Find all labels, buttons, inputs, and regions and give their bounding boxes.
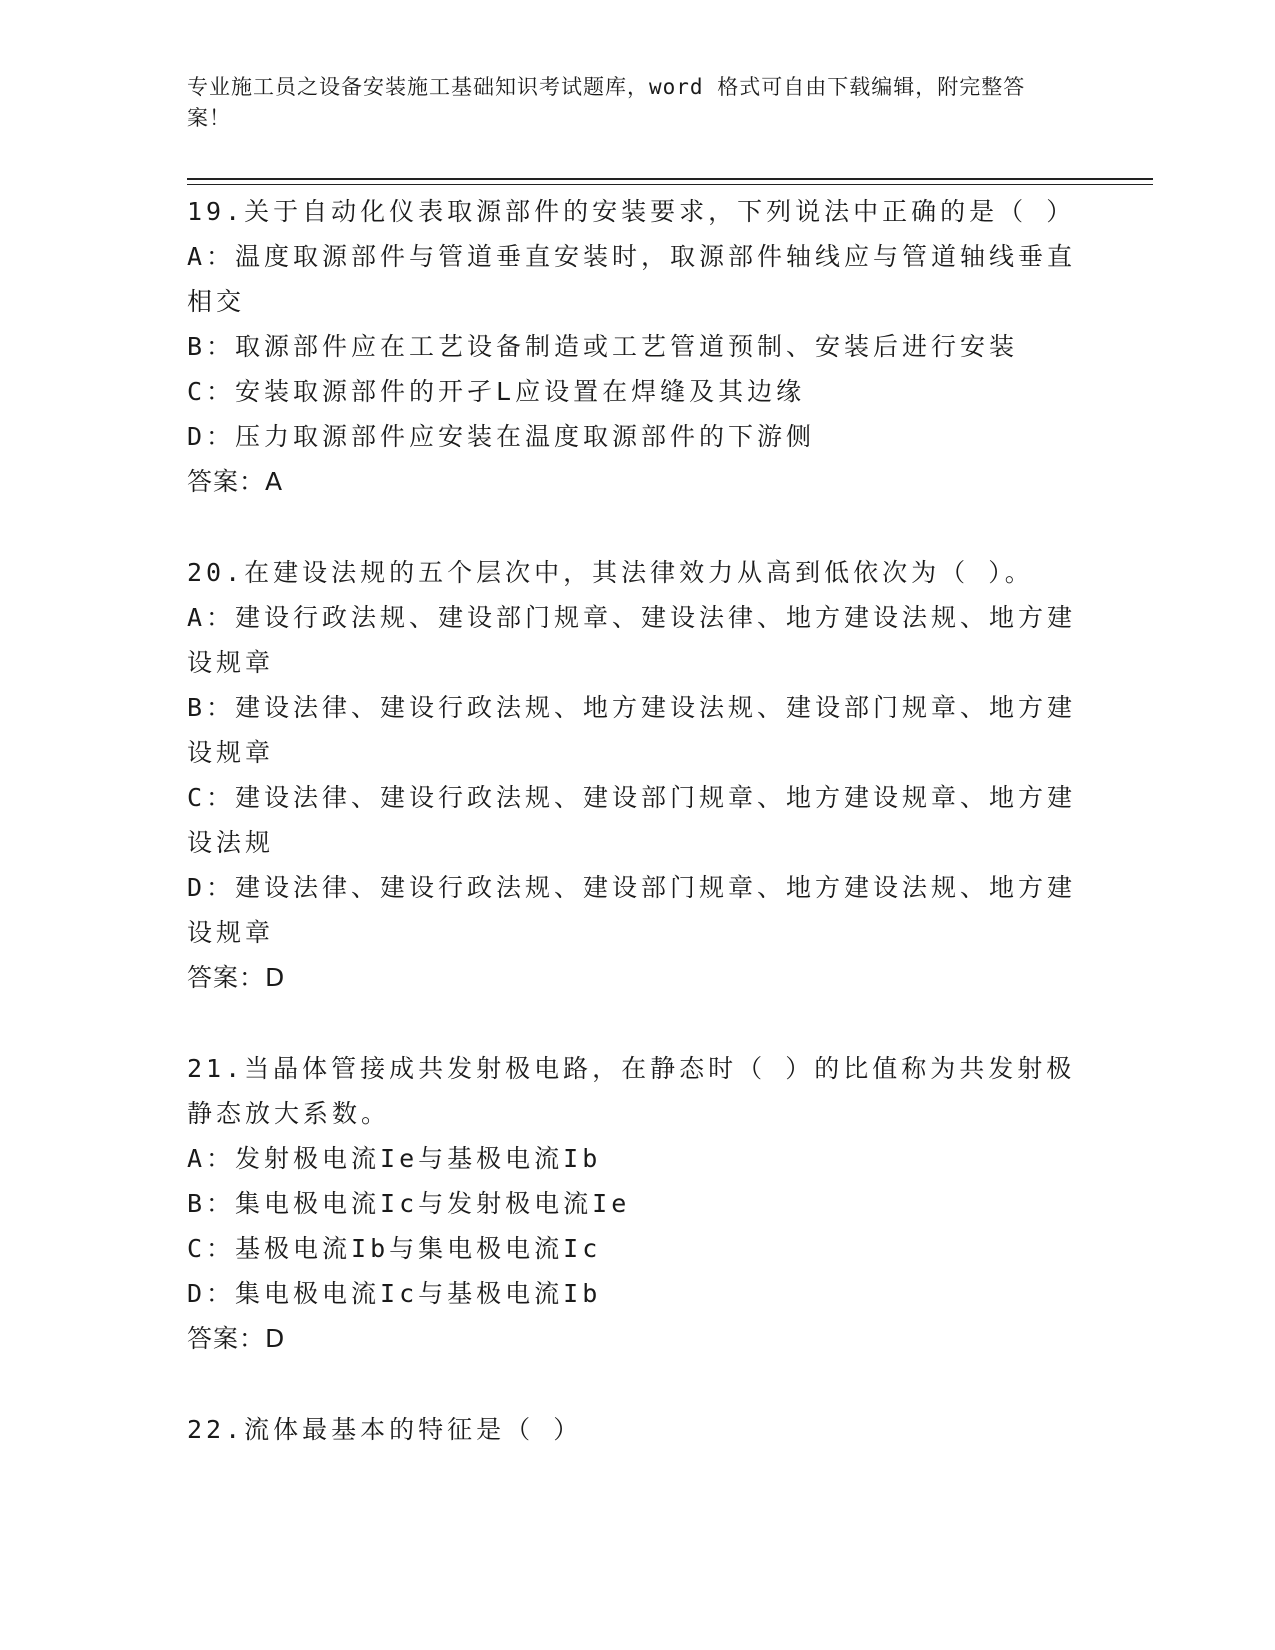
option-c: C：安装取源部件的开孑L应设置在焊缝及其边缘 — [187, 377, 806, 406]
option-b: B：取源部件应在工艺设备制造或工艺管道预制、安装后进行安装 — [187, 332, 1019, 361]
question-list — [187, 189, 1077, 1452]
option-b: B：集电极电流Ic与发射极电流Ie — [187, 1189, 631, 1218]
answer: 答案：D — [187, 1324, 286, 1353]
question-19 — [187, 189, 1077, 505]
question-21 — [187, 1046, 1077, 1362]
header-rule-thick — [187, 178, 1153, 180]
question-stem: 21.当晶体管接成共发射极电路，在静态时（ ）的比值称为共发射极静态放大系数。 — [187, 1054, 1076, 1128]
answer: 答案：D — [187, 963, 286, 992]
header-rule-thin — [187, 184, 1153, 185]
question-stem: 19.关于自动化仪表取源部件的安装要求，下列说法中正确的是（ ） — [187, 197, 1076, 226]
option-c: C：建设法律、建设行政法规、建设部门规章、地方建设规章、地方建设法规 — [187, 783, 1077, 857]
option-d: D：压力取源部件应安装在温度取源部件的下游侧 — [187, 422, 816, 451]
answer: 答案：A — [187, 467, 284, 496]
option-d: D：建设法律、建设行政法规、建设部门规章、地方建设法规、地方建设规章 — [187, 873, 1077, 947]
option-a: A：温度取源部件与管道垂直安装时，取源部件轴线应与管道轴线垂直相交 — [187, 242, 1077, 316]
question-spacer — [187, 1362, 1077, 1407]
question-spacer — [187, 505, 1077, 550]
option-a: A：发射极电流Ie与基极电流Ib — [187, 1144, 602, 1173]
question-spacer — [187, 1001, 1077, 1046]
question-stem: 22.流体最基本的特征是（ ） — [187, 1415, 583, 1444]
document-header: 专业施工员之设备安装施工基础知识考试题库，word 格式可自由下载编辑，附完整答案！ — [187, 75, 1026, 130]
option-a: A：建设行政法规、建设部门规章、建设法律、地方建设法规、地方建设规章 — [187, 603, 1077, 677]
question-22 — [187, 1407, 1077, 1452]
question-stem: 20.在建设法规的五个层次中，其法律效力从高到低依次为（ ）。 — [187, 558, 1034, 587]
option-d: D：集电极电流Ic与基极电流Ib — [187, 1279, 602, 1308]
option-c: C：基极电流Ib与集电极电流Ic — [187, 1234, 602, 1263]
option-b: B：建设法律、建设行政法规、地方建设法规、建设部门规章、地方建设规章 — [187, 693, 1077, 767]
question-20 — [187, 550, 1077, 1001]
